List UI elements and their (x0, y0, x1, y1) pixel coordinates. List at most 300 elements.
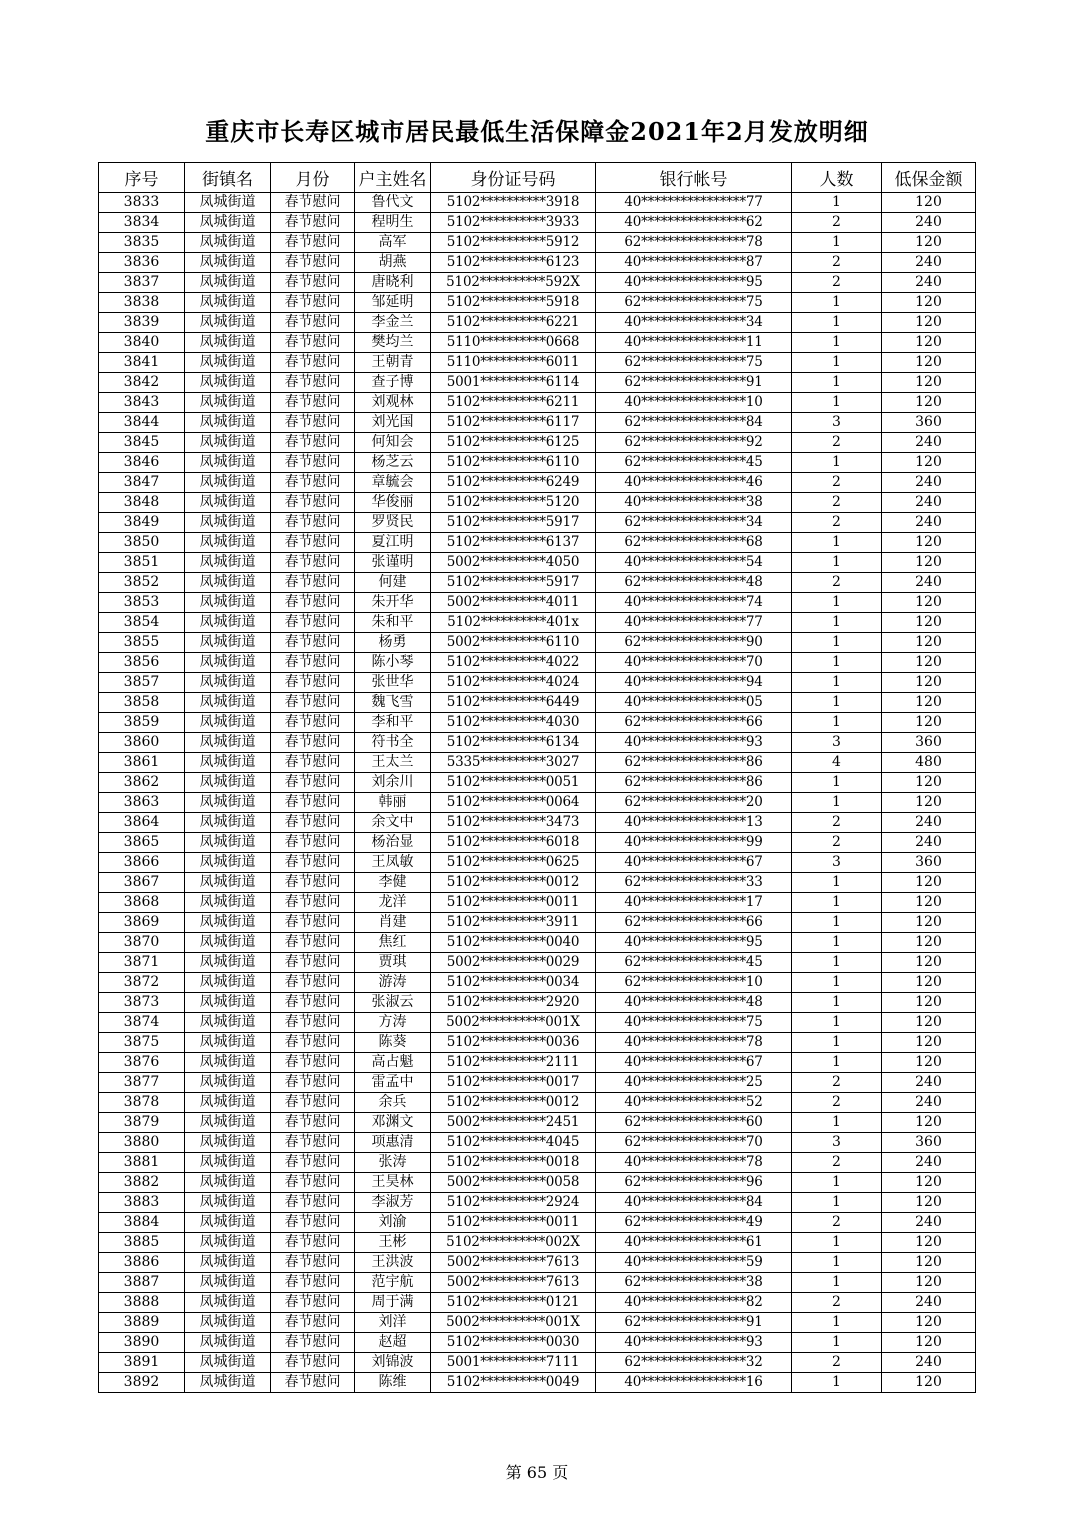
bank-account-cell: 62****************70 (596, 1133, 792, 1153)
householder-cell: 何知会 (355, 433, 431, 453)
householder-cell: 高军 (355, 233, 431, 253)
seq-cell: 3863 (99, 793, 185, 813)
street-cell: 凤城街道 (185, 813, 271, 833)
amount-cell: 120 (882, 553, 976, 573)
amount-cell: 120 (882, 693, 976, 713)
table-row (99, 913, 976, 933)
bank-account-cell: 40****************82 (596, 1293, 792, 1313)
id-number-cell: 5002**********4050 (431, 553, 596, 573)
table-row (99, 673, 976, 693)
id-number-cell: 5102**********6221 (431, 313, 596, 333)
street-cell: 凤城街道 (185, 513, 271, 533)
amount-cell: 240 (882, 1353, 976, 1373)
householder-cell: 陈葵 (355, 1033, 431, 1053)
persons-cell: 2 (792, 1293, 882, 1313)
seq-cell: 3836 (99, 253, 185, 273)
month-cell: 春节慰问 (271, 1233, 355, 1253)
seq-cell: 3854 (99, 613, 185, 633)
street-cell: 凤城街道 (185, 1133, 271, 1153)
bank-account-cell: 40****************93 (596, 1333, 792, 1353)
seq-cell: 3850 (99, 533, 185, 553)
amount-cell: 360 (882, 1133, 976, 1153)
street-cell: 凤城街道 (185, 573, 271, 593)
seq-cell: 3889 (99, 1313, 185, 1333)
id-number-cell: 5102**********2920 (431, 993, 596, 1013)
month-cell: 春节慰问 (271, 793, 355, 813)
persons-cell: 1 (792, 653, 882, 673)
persons-cell: 3 (792, 853, 882, 873)
persons-cell: 1 (792, 353, 882, 373)
amount-cell: 120 (882, 913, 976, 933)
amount-cell: 120 (882, 873, 976, 893)
seq-cell: 3886 (99, 1253, 185, 1273)
month-cell: 春节慰问 (271, 1213, 355, 1233)
persons-cell: 2 (792, 813, 882, 833)
persons-cell: 3 (792, 1133, 882, 1153)
month-cell: 春节慰问 (271, 473, 355, 493)
month-cell: 春节慰问 (271, 1133, 355, 1153)
householder-cell: 周于满 (355, 1293, 431, 1313)
seq-cell: 3885 (99, 1233, 185, 1253)
month-cell: 春节慰问 (271, 613, 355, 633)
street-cell: 凤城街道 (185, 673, 271, 693)
month-cell: 春节慰问 (271, 713, 355, 733)
householder-cell: 查子博 (355, 373, 431, 393)
bank-account-cell: 40****************52 (596, 1093, 792, 1113)
table-row (99, 1373, 976, 1393)
bank-account-cell: 40****************95 (596, 933, 792, 953)
street-cell: 凤城街道 (185, 593, 271, 613)
persons-cell: 1 (792, 593, 882, 613)
street-cell: 凤城街道 (185, 433, 271, 453)
householder-cell: 李和平 (355, 713, 431, 733)
seq-cell: 3857 (99, 673, 185, 693)
persons-cell: 1 (792, 1173, 882, 1193)
bank-account-cell: 40****************99 (596, 833, 792, 853)
month-cell: 春节慰问 (271, 1053, 355, 1073)
month-cell: 春节慰问 (271, 1293, 355, 1313)
seq-cell: 3867 (99, 873, 185, 893)
amount-cell: 120 (882, 373, 976, 393)
id-number-cell: 5102**********6249 (431, 473, 596, 493)
amount-cell: 120 (882, 233, 976, 253)
persons-cell: 2 (792, 513, 882, 533)
bank-account-cell: 40****************17 (596, 893, 792, 913)
id-number-cell: 5102**********002X (431, 1233, 596, 1253)
id-number-cell: 5102**********0011 (431, 1213, 596, 1233)
amount-cell: 120 (882, 453, 976, 473)
id-number-cell: 5102**********0049 (431, 1373, 596, 1393)
amount-cell: 240 (882, 473, 976, 493)
id-number-cell: 5110**********6011 (431, 353, 596, 373)
persons-cell: 2 (792, 573, 882, 593)
table-row (99, 1073, 976, 1093)
street-cell: 凤城街道 (185, 1233, 271, 1253)
month-cell: 春节慰问 (271, 1193, 355, 1213)
table-row (99, 1193, 976, 1213)
col-header-bank-account: 银行帐号 (596, 163, 792, 193)
street-cell: 凤城街道 (185, 1313, 271, 1333)
month-cell: 春节慰问 (271, 313, 355, 333)
bank-account-cell: 40****************13 (596, 813, 792, 833)
street-cell: 凤城街道 (185, 1293, 271, 1313)
persons-cell: 1 (792, 1233, 882, 1253)
amount-cell: 120 (882, 713, 976, 733)
amount-cell: 240 (882, 493, 976, 513)
table-row (99, 253, 976, 273)
id-number-cell: 5102**********3911 (431, 913, 596, 933)
street-cell: 凤城街道 (185, 1353, 271, 1373)
householder-cell: 王太兰 (355, 753, 431, 773)
table-row (99, 693, 976, 713)
month-cell: 春节慰问 (271, 1333, 355, 1353)
street-cell: 凤城街道 (185, 653, 271, 673)
persons-cell: 1 (792, 1033, 882, 1053)
street-cell: 凤城街道 (185, 1373, 271, 1393)
bank-account-cell: 40****************84 (596, 1193, 792, 1213)
seq-cell: 3838 (99, 293, 185, 313)
householder-cell: 陈小琴 (355, 653, 431, 673)
bank-account-cell: 62****************86 (596, 773, 792, 793)
bank-account-cell: 40****************74 (596, 593, 792, 613)
street-cell: 凤城街道 (185, 973, 271, 993)
amount-cell: 240 (882, 573, 976, 593)
persons-cell: 2 (792, 493, 882, 513)
table-row (99, 813, 976, 833)
month-cell: 春节慰问 (271, 1253, 355, 1273)
householder-cell: 刘锦波 (355, 1353, 431, 1373)
persons-cell: 3 (792, 733, 882, 753)
householder-cell: 杨芝云 (355, 453, 431, 473)
bank-account-cell: 40****************93 (596, 733, 792, 753)
table-row (99, 1333, 976, 1353)
id-number-cell: 5102**********4024 (431, 673, 596, 693)
street-cell: 凤城街道 (185, 413, 271, 433)
householder-cell: 朱开华 (355, 593, 431, 613)
id-number-cell: 5102**********0017 (431, 1073, 596, 1093)
page-number: 第 65 页 (505, 1463, 569, 1482)
bank-account-cell: 40****************05 (596, 693, 792, 713)
bank-account-cell: 40****************48 (596, 993, 792, 1013)
id-number-cell: 5102**********6110 (431, 453, 596, 473)
id-number-cell: 5102**********6117 (431, 413, 596, 433)
street-cell: 凤城街道 (185, 393, 271, 413)
persons-cell: 2 (792, 253, 882, 273)
id-number-cell: 5002**********4011 (431, 593, 596, 613)
persons-cell: 1 (792, 1193, 882, 1213)
seq-cell: 3877 (99, 1073, 185, 1093)
table-row (99, 1033, 976, 1053)
month-cell: 春节慰问 (271, 333, 355, 353)
amount-cell: 120 (882, 1333, 976, 1353)
seq-cell: 3887 (99, 1273, 185, 1293)
id-number-cell: 5335**********3027 (431, 753, 596, 773)
householder-cell: 何建 (355, 573, 431, 593)
householder-cell: 华俊丽 (355, 493, 431, 513)
month-cell: 春节慰问 (271, 533, 355, 553)
seq-cell: 3858 (99, 693, 185, 713)
amount-cell: 120 (882, 1013, 976, 1033)
bank-account-cell: 62****************92 (596, 433, 792, 453)
persons-cell: 1 (792, 373, 882, 393)
persons-cell: 1 (792, 1053, 882, 1073)
bank-account-cell: 62****************10 (596, 973, 792, 993)
householder-cell: 鲁代文 (355, 193, 431, 213)
bank-account-cell: 40****************62 (596, 213, 792, 233)
seq-cell: 3860 (99, 733, 185, 753)
id-number-cell: 5102**********0034 (431, 973, 596, 993)
householder-cell: 符书全 (355, 733, 431, 753)
persons-cell: 1 (792, 933, 882, 953)
street-cell: 凤城街道 (185, 493, 271, 513)
street-cell: 凤城街道 (185, 1333, 271, 1353)
persons-cell: 1 (792, 673, 882, 693)
amount-cell: 120 (882, 1313, 976, 1333)
col-header-amount: 低保金额 (882, 163, 976, 193)
street-cell: 凤城街道 (185, 613, 271, 633)
householder-cell: 刘观林 (355, 393, 431, 413)
id-number-cell: 5102**********6134 (431, 733, 596, 753)
bank-account-cell: 62****************84 (596, 413, 792, 433)
persons-cell: 1 (792, 913, 882, 933)
street-cell: 凤城街道 (185, 1033, 271, 1053)
bank-account-cell: 40****************25 (596, 1073, 792, 1093)
persons-cell: 1 (792, 293, 882, 313)
persons-cell: 1 (792, 533, 882, 553)
amount-cell: 120 (882, 353, 976, 373)
seq-cell: 3870 (99, 933, 185, 953)
month-cell: 春节慰问 (271, 953, 355, 973)
id-number-cell: 5102**********0012 (431, 1093, 596, 1113)
seq-cell: 3873 (99, 993, 185, 1013)
amount-cell: 360 (882, 853, 976, 873)
seq-cell: 3872 (99, 973, 185, 993)
street-cell: 凤城街道 (185, 333, 271, 353)
seq-cell: 3834 (99, 213, 185, 233)
bank-account-cell: 40****************61 (596, 1233, 792, 1253)
seq-cell: 3888 (99, 1293, 185, 1313)
householder-cell: 李淑芳 (355, 1193, 431, 1213)
seq-cell: 3852 (99, 573, 185, 593)
persons-cell: 1 (792, 553, 882, 573)
table-row (99, 1253, 976, 1273)
householder-cell: 余文中 (355, 813, 431, 833)
col-header-month: 月份 (271, 163, 355, 193)
street-cell: 凤城街道 (185, 1253, 271, 1273)
householder-cell: 程明生 (355, 213, 431, 233)
householder-cell: 魏飞雪 (355, 693, 431, 713)
table-row (99, 493, 976, 513)
id-number-cell: 5002**********7613 (431, 1253, 596, 1273)
amount-cell: 120 (882, 893, 976, 913)
table-row (99, 273, 976, 293)
table-row (99, 893, 976, 913)
table-row (99, 1353, 976, 1373)
street-cell: 凤城街道 (185, 1013, 271, 1033)
month-cell: 春节慰问 (271, 373, 355, 393)
table-row (99, 1113, 976, 1133)
table-row (99, 953, 976, 973)
amount-cell: 240 (882, 1153, 976, 1173)
table-row (99, 413, 976, 433)
bank-account-cell: 62****************33 (596, 873, 792, 893)
table-row (99, 293, 976, 313)
street-cell: 凤城街道 (185, 553, 271, 573)
bank-account-cell: 62****************75 (596, 293, 792, 313)
street-cell: 凤城街道 (185, 693, 271, 713)
persons-cell: 1 (792, 633, 882, 653)
seq-cell: 3866 (99, 853, 185, 873)
householder-cell: 项惠清 (355, 1133, 431, 1153)
amount-cell: 240 (882, 1293, 976, 1313)
seq-cell: 3876 (99, 1053, 185, 1073)
page-title: 重庆市长寿区城市居民最低生活保障金2021年2月发放明细 (205, 117, 869, 146)
seq-cell: 3849 (99, 513, 185, 533)
bank-account-cell: 40****************75 (596, 1013, 792, 1033)
seq-cell: 3871 (99, 953, 185, 973)
table-row (99, 213, 976, 233)
table-row (99, 973, 976, 993)
persons-cell: 1 (792, 1013, 882, 1033)
street-cell: 凤城街道 (185, 453, 271, 473)
id-number-cell: 5102**********4022 (431, 653, 596, 673)
seq-cell: 3844 (99, 413, 185, 433)
street-cell: 凤城街道 (185, 913, 271, 933)
amount-cell: 120 (882, 593, 976, 613)
amount-cell: 240 (882, 813, 976, 833)
id-number-cell: 5102**********0064 (431, 793, 596, 813)
persons-cell: 2 (792, 1073, 882, 1093)
persons-cell: 1 (792, 973, 882, 993)
seq-cell: 3840 (99, 333, 185, 353)
table-row (99, 333, 976, 353)
householder-cell: 范宇航 (355, 1273, 431, 1293)
id-number-cell: 5102**********6211 (431, 393, 596, 413)
amount-cell: 240 (882, 513, 976, 533)
id-number-cell: 5002**********0058 (431, 1173, 596, 1193)
month-cell: 春节慰问 (271, 773, 355, 793)
table-row (99, 473, 976, 493)
month-cell: 春节慰问 (271, 353, 355, 373)
street-cell: 凤城街道 (185, 993, 271, 1013)
persons-cell: 1 (792, 393, 882, 413)
bank-account-cell: 40****************77 (596, 193, 792, 213)
table-row (99, 313, 976, 333)
seq-cell: 3875 (99, 1033, 185, 1053)
id-number-cell: 5102**********0018 (431, 1153, 596, 1173)
bank-account-cell: 40****************10 (596, 393, 792, 413)
month-cell: 春节慰问 (271, 753, 355, 773)
householder-cell: 雷孟中 (355, 1073, 431, 1093)
bank-account-cell: 62****************86 (596, 753, 792, 773)
householder-cell: 王朝青 (355, 353, 431, 373)
table-row (99, 573, 976, 593)
seq-cell: 3861 (99, 753, 185, 773)
month-cell: 春节慰问 (271, 653, 355, 673)
id-number-cell: 5102**********2111 (431, 1053, 596, 1073)
persons-cell: 2 (792, 833, 882, 853)
bank-account-cell: 40****************77 (596, 613, 792, 633)
table-row (99, 633, 976, 653)
seq-cell: 3842 (99, 373, 185, 393)
table-row (99, 453, 976, 473)
street-cell: 凤城街道 (185, 773, 271, 793)
bank-account-cell: 62****************78 (596, 233, 792, 253)
id-number-cell: 5102**********0121 (431, 1293, 596, 1313)
month-cell: 春节慰问 (271, 833, 355, 853)
table-row (99, 513, 976, 533)
table-row (99, 933, 976, 953)
amount-cell: 240 (882, 253, 976, 273)
month-cell: 春节慰问 (271, 273, 355, 293)
persons-cell: 1 (792, 233, 882, 253)
id-number-cell: 5102**********5917 (431, 573, 596, 593)
table-row (99, 1153, 976, 1173)
street-cell: 凤城街道 (185, 1073, 271, 1093)
street-cell: 凤城街道 (185, 373, 271, 393)
month-cell: 春节慰问 (271, 573, 355, 593)
amount-cell: 120 (882, 533, 976, 553)
householder-cell: 焦红 (355, 933, 431, 953)
street-cell: 凤城街道 (185, 1053, 271, 1073)
col-header-householder: 户主姓名 (355, 163, 431, 193)
month-cell: 春节慰问 (271, 1173, 355, 1193)
amount-cell: 120 (882, 1173, 976, 1193)
month-cell: 春节慰问 (271, 1013, 355, 1033)
persons-cell: 2 (792, 1213, 882, 1233)
bank-account-cell: 62****************45 (596, 953, 792, 973)
bank-account-cell: 62****************90 (596, 633, 792, 653)
month-cell: 春节慰问 (271, 813, 355, 833)
persons-cell: 1 (792, 313, 882, 333)
householder-cell: 夏江明 (355, 533, 431, 553)
persons-cell: 1 (792, 1313, 882, 1333)
id-number-cell: 5102**********3918 (431, 193, 596, 213)
amount-cell: 240 (882, 1073, 976, 1093)
id-number-cell: 5001**********7111 (431, 1353, 596, 1373)
amount-cell: 120 (882, 1253, 976, 1273)
street-cell: 凤城街道 (185, 1213, 271, 1233)
amount-cell: 120 (882, 613, 976, 633)
amount-cell: 120 (882, 193, 976, 213)
id-number-cell: 5102**********6449 (431, 693, 596, 713)
table-row (99, 1093, 976, 1113)
table-row (99, 233, 976, 253)
id-number-cell: 5002**********001X (431, 1013, 596, 1033)
table-row (99, 1053, 976, 1073)
persons-cell: 1 (792, 873, 882, 893)
persons-cell: 1 (792, 993, 882, 1013)
bank-account-cell: 62****************38 (596, 1273, 792, 1293)
amount-cell: 120 (882, 1033, 976, 1053)
table-row (99, 753, 976, 773)
street-cell: 凤城街道 (185, 1173, 271, 1193)
persons-cell: 4 (792, 753, 882, 773)
householder-cell: 刘光国 (355, 413, 431, 433)
id-number-cell: 5102**********6125 (431, 433, 596, 453)
householder-cell: 樊均兰 (355, 333, 431, 353)
month-cell: 春节慰问 (271, 1373, 355, 1393)
amount-cell: 360 (882, 413, 976, 433)
persons-cell: 2 (792, 1353, 882, 1373)
seq-cell: 3882 (99, 1173, 185, 1193)
id-number-cell: 5102**********4030 (431, 713, 596, 733)
seq-cell: 3856 (99, 653, 185, 673)
month-cell: 春节慰问 (271, 1273, 355, 1293)
bank-account-cell: 62****************60 (596, 1113, 792, 1133)
street-cell: 凤城街道 (185, 313, 271, 333)
table-row (99, 713, 976, 733)
